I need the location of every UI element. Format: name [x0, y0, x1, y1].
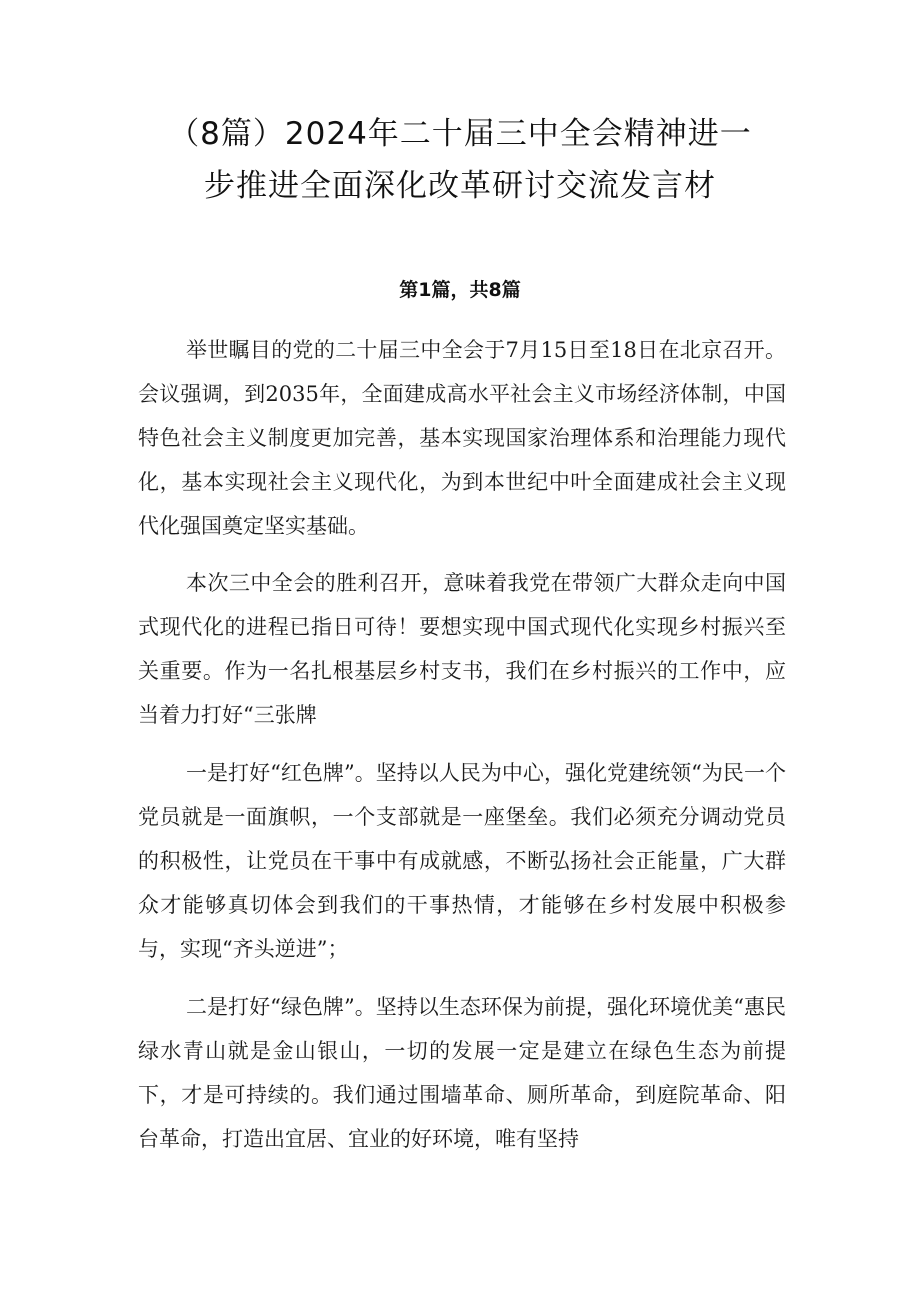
paragraph-1: 举世瞩目的党的二十届三中全会于7月15日至18日在北京召开。会议强调，到2035年，全面建成高水平社会主义市场经济体制，中国特色社会主义制度更加完善，基本实现国家治理体系和治理能力现代化，基本实现社会主义现代化，为到本世纪中叶全面建成社会主义现代化强国奠定坚实基础。 — [138, 338, 786, 538]
document-title — [120, 108, 800, 212]
paragraph-2: 本次三中全会的胜利召开，意味着我党在带领广大群众走向中国式现代化的进程已指日可待！要想实现中国式现代化实现乡村振兴至关重要。作为一名扎根基层乡村支书，我们在乡村振兴的工作中，应当着力打好“三张牌 — [138, 571, 786, 727]
paragraph-3: 一是打好“红色牌”。坚持以人民为中心，强化党建统领“为民一个党员就是一面旗帜，一个支部就是一座堡垒。我们必须充分调动党员的积极性，让党员在干事中有成就感，不断弘扬社会正能量，广大群众才能够真切体会到我们的干事热情，才能够在乡村发展中积极参与，实现“齐头逆进”； — [138, 761, 786, 961]
title-line-1: （8篇）2024年二十届三中全会精神进一 — [168, 116, 752, 152]
title-line-2: 步推进全面深化改革研讨交流发言材 — [204, 168, 716, 204]
part-indicator: 第1篇，共8篇 — [399, 279, 521, 301]
paragraph-4: 二是打好“绿色牌”。坚持以生态环保为前提，强化环境优美“惠民绿水青山就是金山银山，一切的发展一定是建立在绿色生态为前提下，才是可持续的。我们通过围墙革命、厕所革命，到庭院革命、阳台革命，打造出宜居、宜业的好环境，唯有坚持 — [138, 995, 786, 1151]
